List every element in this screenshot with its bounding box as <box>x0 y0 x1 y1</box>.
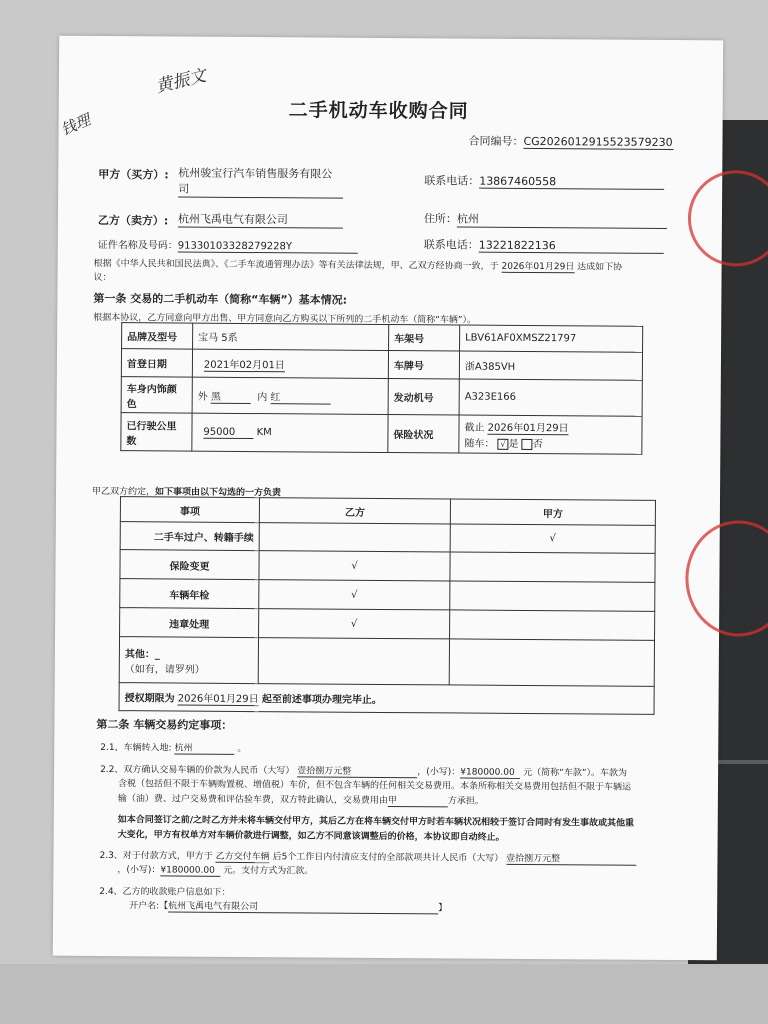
col-party-a-header: 甲方 <box>450 499 655 525</box>
mileage-label: 已行驶公里 数 <box>121 413 192 451</box>
insurance-label: 保险状况 <box>388 414 459 452</box>
clause-2-4: 2.4、乙方的收款账户信息如下： <box>99 886 231 898</box>
duty-item: 二手车过户、转籍手续 <box>120 522 259 551</box>
contract-sheet <box>53 36 723 961</box>
duty-party-a-check[interactable] <box>450 581 655 611</box>
reg-date-value: 2021年02月01日 <box>192 349 388 378</box>
company-seal-top <box>688 170 768 267</box>
vin-label: 车架号 <box>389 325 460 351</box>
duty-deadline: 授权期限为 2026年01月29日 起至前述事项办理完毕止。 <box>119 683 654 715</box>
party-b-phone: 联系电话：13221822136 <box>424 236 664 254</box>
duty-party-a-check[interactable] <box>449 639 654 686</box>
article-2-heading: 第二条 车辆交易约定事项： <box>96 717 233 732</box>
clause-2-2-bold-line2: 大变化，甲方有权单方对车辆价款进行调整，如乙方不同意该调整后的价格，本协议即自动终止。 <box>117 830 505 843</box>
reg-date-label: 首登日期 <box>121 349 192 377</box>
party-b-address: 住所：杭州 <box>424 210 667 229</box>
duty-item: 车辆年检 <box>120 579 259 609</box>
engine-label: 发动机号 <box>388 378 459 414</box>
clause-2-1: 2.1、车辆转入地: 杭州 。 <box>100 740 246 755</box>
vin-value: LBV61AF0XMSZ21797 <box>460 325 643 352</box>
insurance-value: 截止 2026年01月29日 随车： √ 是 否 <box>459 415 642 454</box>
handwritten-note-left: 钱理 <box>58 110 94 140</box>
duty-intro: 甲乙双方约定，如下事项由以下勾选的一方负责 <box>92 486 282 499</box>
clause-2-2-line2: 含税（包括但不限于车辆购置税、增值税）车价，但不包含车辆的任何相关交易费用。本条所称相关交易费用包括但不限于车辆运 <box>117 779 632 793</box>
party-a-phone: 联系电话：13867460558 <box>424 172 664 190</box>
id-number: 证件名称及号码：91330103328279228Y <box>98 236 358 254</box>
article-1-subtext: 根据本协议，乙方同意向甲方出售、甲方同意向乙方购买以下所列的二手机动车（简称“车辆”）。 <box>93 312 477 326</box>
clause-2-2: 2.2、双方确认交易车辆的价款为人民币（大写） 壹拾捌万元整 ，(小写)：¥180000.00 元（简称“车款”）。车款为 <box>100 764 628 779</box>
duty-table <box>119 496 656 715</box>
party-a-name: 杭州骏宝行汽车销售服务有限公 司 <box>178 165 343 199</box>
duty-other: 其他：_ （如有，请罗列） <box>119 637 258 684</box>
brand-label: 品牌及型号 <box>122 323 193 349</box>
duty-party-b-check[interactable]: √ <box>259 580 450 610</box>
contract-number: 合同编号：CG2026012915523579230 <box>468 134 673 149</box>
insurance-no-checkbox[interactable] <box>522 438 533 449</box>
account-holder: 开户名:【杭州飞禹电气有限公司 】 <box>129 898 447 914</box>
col-item-header: 事项 <box>120 497 259 523</box>
duty-party-a-check[interactable]: √ <box>450 524 655 553</box>
article-1-heading: 第一条 交易的二手机动车（简称“车辆”）基本情况: <box>93 291 348 307</box>
clause-2-3-line2: ，(小写)：¥180000.00 元。支付方式为汇款。 <box>117 865 314 877</box>
color-value: 外 黑 内 红 <box>192 377 388 414</box>
party-b-label: 乙方（卖方）: <box>97 213 169 228</box>
clause-2-2-bold-line1: 如本合同签订之前/之时乙方并未将车辆交付甲方，其后乙方在将车辆交付甲方时若车辆状况相较于签订合同时有发生事故或其他重 <box>117 815 635 829</box>
party-b-name: 杭州飞禹电气有限公司 <box>178 211 343 229</box>
duty-party-b-check[interactable]: √ <box>259 609 450 639</box>
duty-party-b-check[interactable] <box>258 638 449 685</box>
mileage-value: 95000 KM <box>192 413 388 452</box>
duty-party-b-check[interactable] <box>259 523 450 552</box>
plate-label: 车牌号 <box>388 351 459 379</box>
engine-value: A323E166 <box>459 379 642 416</box>
insurance-yes-checkbox[interactable]: √ <box>498 438 509 449</box>
intro-text: 根据《中华人民共和国民法典》、《二手车流通管理办法》等有关法律法规，甲、乙双方经协商一致，于 2026年01月29日 达成如下协 <box>93 258 623 273</box>
duty-item: 保险变更 <box>120 550 259 580</box>
vehicle-table <box>120 322 643 455</box>
plate-value: 浙A385VH <box>459 351 642 380</box>
col-party-b-header: 乙方 <box>259 498 450 524</box>
clause-2-3: 2.3、对于付款方式，甲方于 乙方交付车辆 后5个工作日内付清应支付的全部款项共计人民币（大写） 壹拾捌万元整 <box>99 848 636 866</box>
duty-item: 违章处理 <box>120 608 259 638</box>
party-a-label: 甲方（买方）: <box>98 167 169 182</box>
table-surface <box>0 964 768 1024</box>
brand-value: 宝马 5系 <box>193 323 389 350</box>
company-seal-middle <box>685 520 768 637</box>
duty-party-a-check[interactable] <box>450 610 655 640</box>
duty-party-a-check[interactable] <box>450 552 655 582</box>
page-title: 二手机动车收购合同 <box>288 99 469 123</box>
intro-text-cont: 议： <box>93 272 112 284</box>
color-label: 车身内饰颜 色 <box>121 377 192 413</box>
clause-2-2-line3: 输（油）费、过户交易费和评估验车费，双方特此确认，交易费用由甲 方承担。 <box>117 794 484 807</box>
handwritten-note-top: 黄振文 <box>153 65 209 98</box>
duty-party-b-check[interactable]: √ <box>259 551 450 581</box>
